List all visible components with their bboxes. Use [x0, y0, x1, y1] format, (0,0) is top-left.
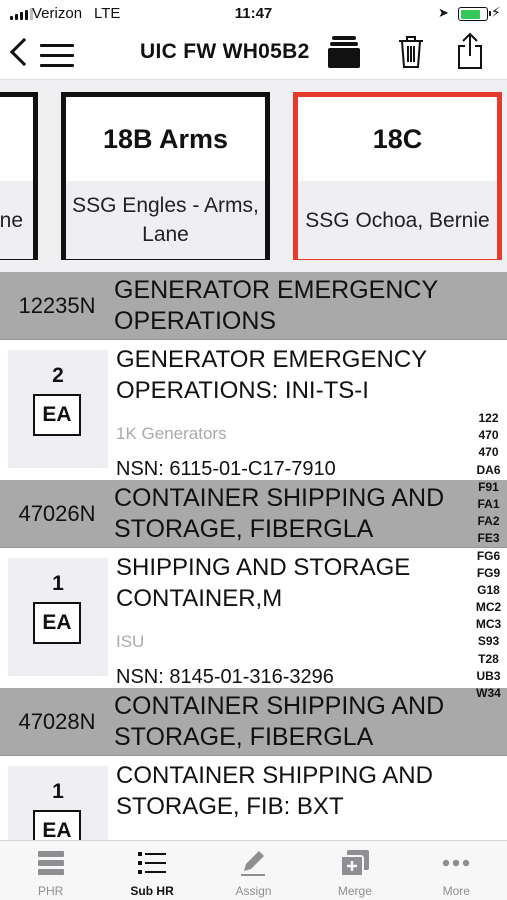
index-letter[interactable]: 470 — [478, 428, 499, 443]
quantity-value: 1 — [52, 572, 64, 595]
tab-label: PHR — [38, 884, 64, 898]
index-letter[interactable]: FG9 — [476, 565, 501, 580]
lin-code: 47026N — [18, 500, 96, 526]
quantity-box — [8, 350, 108, 468]
pencil-icon — [238, 849, 268, 877]
lin-title: CONTAINER SHIPPING AND STORAGE, FIBERGLA — [114, 483, 445, 543]
share-icon[interactable] — [455, 32, 485, 70]
card-subtitle: SSG Engles - Arms, Lane — [66, 181, 265, 259]
index-letter[interactable]: MC3 — [475, 617, 502, 632]
index-letter[interactable]: FE3 — [477, 531, 500, 546]
item-name: CONTAINER SHIPPING AND STORAGE, FIB: BXT — [116, 762, 433, 820]
index-letter[interactable]: 470 — [478, 445, 499, 460]
quantity-value: 1 — [52, 780, 64, 803]
card-title: 18C — [372, 123, 423, 154]
index-letter[interactable]: G18 — [477, 582, 500, 597]
item-name: GENERATOR EMERGENCY OPERATIONS: INI-TS-I — [116, 346, 427, 404]
tab-more[interactable] — [406, 841, 507, 900]
quantity-box — [8, 558, 108, 676]
index-letter[interactable]: W34 — [476, 686, 501, 700]
page-title: UIC FW WH05B2 — [140, 40, 310, 63]
lin-section-header[interactable] — [0, 272, 507, 340]
more-dots-icon — [441, 849, 471, 877]
lin-section-header[interactable] — [0, 480, 507, 548]
back-menu-button[interactable] — [8, 34, 78, 74]
item-category: 1K Generators — [116, 424, 227, 443]
merge-icon — [340, 849, 370, 877]
index-letter[interactable]: 122 — [478, 411, 499, 425]
charging-bolt-icon: ⚡ — [491, 4, 501, 20]
index-letter[interactable]: T28 — [478, 651, 499, 666]
phr-list-icon — [36, 849, 66, 877]
sub-hr-list-icon — [137, 849, 167, 877]
tab-phr[interactable] — [0, 841, 101, 900]
navigation-bar — [0, 28, 507, 80]
card-title: 18B Arms — [102, 123, 229, 154]
network-type-label: LTE — [94, 5, 121, 22]
hamburger-menu-icon — [40, 44, 74, 74]
status-bar — [0, 0, 507, 28]
trash-icon[interactable] — [396, 34, 426, 70]
stack-icon[interactable] — [328, 36, 360, 70]
list-item[interactable] — [0, 548, 507, 688]
item-nsn: NSN: 6115-01-C17-7910 — [116, 458, 336, 480]
index-letter[interactable]: DA6 — [476, 462, 501, 477]
item-nsn: NSN: 8145-01-316-3296 — [116, 666, 334, 688]
location-icon: ➤ — [438, 5, 449, 20]
tab-assign[interactable] — [203, 841, 304, 900]
item-category: ISU — [116, 632, 145, 651]
section-index-strip[interactable] — [470, 410, 507, 702]
hand-receipt-card[interactable] — [0, 92, 38, 260]
card-title — [0, 97, 33, 181]
lin-title: CONTAINER SHIPPING AND STORAGE, FIBERGLA — [114, 691, 445, 751]
index-letter[interactable]: FA2 — [477, 514, 500, 529]
tab-label: Merge — [337, 884, 372, 898]
hand-receipt-card[interactable] — [61, 92, 270, 260]
list-item[interactable] — [0, 756, 507, 840]
carrier-label: Verizon — [32, 5, 83, 22]
lin-title: GENERATOR EMERGENCY OPERATIONS — [114, 275, 438, 335]
index-letter[interactable]: FG6 — [476, 548, 501, 563]
quantity-value: 2 — [52, 364, 64, 387]
hand-receipt-card-selected[interactable] — [293, 92, 502, 260]
unit-of-issue: EA — [33, 602, 81, 644]
quantity-box — [8, 766, 108, 840]
tab-label: Assign — [235, 884, 272, 898]
unit-of-issue: EA — [33, 394, 81, 436]
index-letter[interactable]: F91 — [478, 479, 499, 494]
card-subtitle: ne — [0, 181, 33, 259]
item-name: SHIPPING AND STORAGE CONTAINER,M — [116, 554, 411, 612]
list-item[interactable] — [0, 340, 507, 480]
back-chevron-icon — [10, 38, 38, 66]
tab-bar — [0, 840, 507, 900]
index-letter[interactable]: MC2 — [475, 600, 502, 615]
sub-hand-receipt-list[interactable] — [0, 272, 507, 840]
lin-code: 12235N — [18, 292, 96, 318]
clock: 11:47 — [234, 5, 273, 22]
tab-sub-hr[interactable] — [101, 841, 202, 900]
lin-code: 47028N — [18, 708, 96, 734]
hand-receipt-carousel[interactable] — [0, 80, 507, 272]
tab-label: Sub HR — [130, 884, 174, 898]
unit-of-issue: EA — [33, 810, 81, 840]
card-subtitle: SSG Ochoa, Bernie — [298, 181, 497, 259]
tab-label: More — [442, 884, 470, 898]
index-letter[interactable]: FA1 — [477, 496, 500, 511]
index-letter[interactable]: S93 — [477, 634, 500, 649]
battery-icon — [458, 7, 488, 21]
lin-section-header[interactable] — [0, 688, 507, 756]
index-letter[interactable]: UB3 — [476, 668, 501, 683]
tab-merge[interactable] — [304, 841, 405, 900]
